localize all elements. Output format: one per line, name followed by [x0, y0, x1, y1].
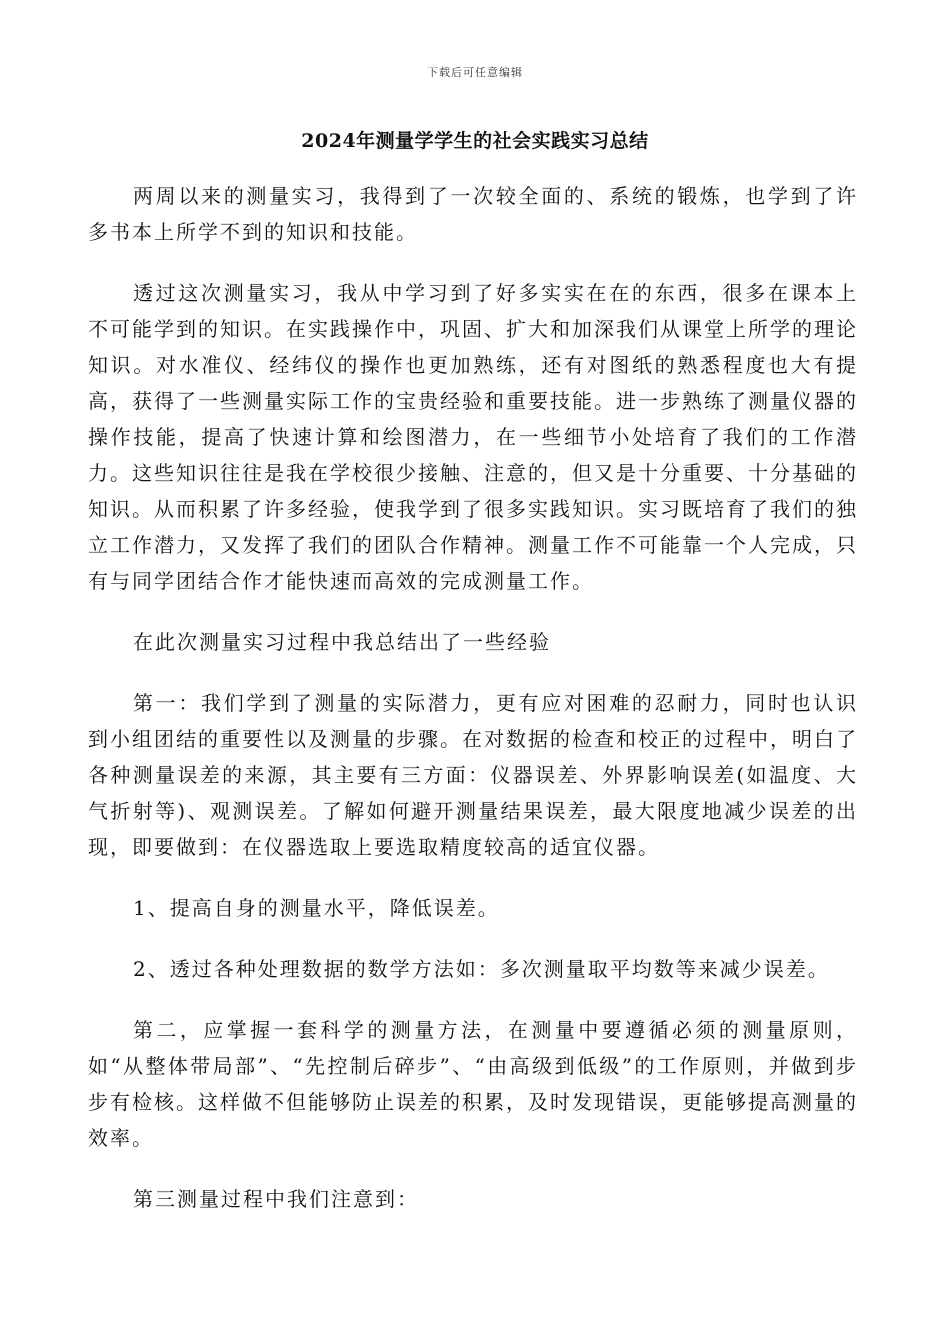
- paragraph-knowledge: 透过这次测量实习，我从中学习到了好多实实在在的东西，很多在课本上不可能学到的知识。在实践操作中，巩固、扩大和加深我们从课堂上所学的理论知识。对水准仪、经纬仪的操作也更加熟练，还有对图纸的熟悉程度也大有提高，获得了一些测量实际工作的宝贵经验和重要技能。进一步熟练了测量仪器的操作技能，提高了快速计算和绘图潜力，在一些细节小处培育了我们的工作潜力。这些知识往往是我在学校很少接触、注意的，但又是十分重要、十分基础的知识。从而积累了许多经验，使我学到了很多实践知识。实习既培育了我们的独立工作潜力，又发挥了我们的团队合作精神。测量工作不可能靠一个人完成，只有与同学团结合作才能快速而高效的完成测量工作。: [88, 281, 858, 593]
- paragraph-item-2: 2、透过各种处理数据的数学方法如：多次测量取平均数等来减少误差。: [133, 957, 830, 981]
- paragraph-item-1: 1、提高自身的测量水平，降低误差。: [133, 896, 500, 920]
- paragraph-second-point: 第二，应掌握一套科学的测量方法，在测量中要遵循必须的测量原则，如“从整体带局部”、“先控制后碎步”、“由高级到低级”的工作原则，并做到步步有检核。这样做不但能够防止误差的积累，及时发现错误，更能够提高测量的效率。: [88, 1018, 858, 1150]
- paragraph-intro: 两周以来的测量实习，我得到了一次较全面的、系统的锻炼，也学到了许多书本上所学不到的知识和技能。: [88, 184, 858, 244]
- header-note: 下载后可任意编辑: [427, 66, 523, 79]
- document-title: 2024年测量学学生的社会实践实习总结: [301, 130, 649, 152]
- paragraph-third-point: 第三测量过程中我们注意到：: [133, 1187, 419, 1211]
- paragraph-experience-lead: 在此次测量实习过程中我总结出了一些经验: [133, 630, 551, 654]
- document-body: [88, 178, 858, 1242]
- paragraph-first-point: 第一：我们学到了测量的实际潜力，更有应对困难的忍耐力，同时也认识到小组团结的重要性以及测量的步骤。在对数据的检查和校正的过程中，明白了各种测量误差的来源，其主要有三方面：仪器误差、外界影响误差(如温度、大气折射等)、观测误差。了解如何避开测量结果误差，最大限度地减少误差的出现，即要做到：在仪器选取上要选取精度较高的适宜仪器。: [88, 691, 858, 859]
